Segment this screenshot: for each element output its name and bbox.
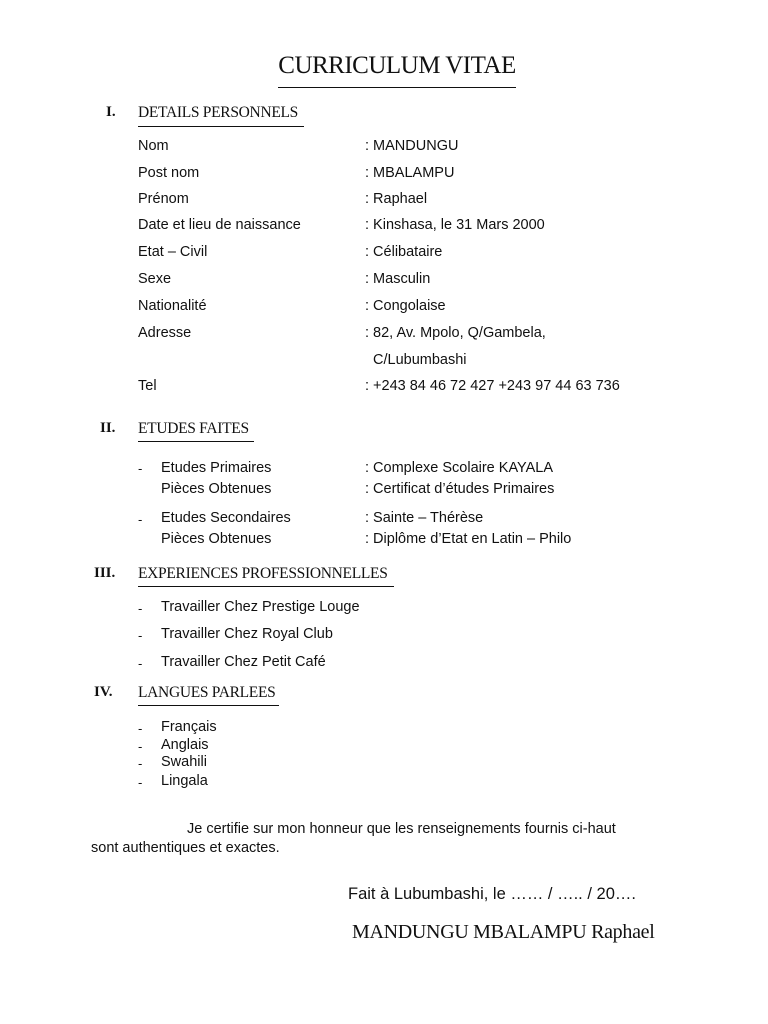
list-dash: -: [138, 775, 143, 790]
etudes-secondaires-value: : Sainte – Thérèse: [365, 510, 484, 526]
field-value-nationalite: : Congolaise: [365, 298, 446, 314]
section-2-underline: [138, 441, 254, 442]
etudes-primaires-label: Etudes Primaires: [161, 460, 272, 476]
field-label-sexe: Sexe: [138, 271, 172, 287]
section-4-title: LANGUES PARLEES: [138, 684, 276, 701]
field-label-prenom: Prénom: [138, 191, 189, 207]
list-dash: -: [138, 656, 143, 671]
section-1-underline: [138, 126, 304, 127]
section-4-underline: [138, 705, 279, 706]
section-4-number: IV.: [94, 684, 113, 700]
pieces-primaires-label: Pièces Obtenues: [161, 481, 272, 497]
list-dash: -: [138, 739, 143, 754]
list-dash: -: [138, 601, 143, 616]
field-label-adresse: Adresse: [138, 325, 192, 341]
experience-item: Travailler Chez Royal Club: [161, 626, 333, 642]
certification-line-2: sont authentiques et exactes.: [91, 840, 280, 856]
etudes-primaires-value: : Complexe Scolaire KAYALA: [365, 460, 554, 476]
field-label-tel: Tel: [138, 378, 157, 394]
language-item: Anglais: [161, 737, 209, 753]
field-label-nom: Nom: [138, 138, 169, 154]
field-value-tel: : +243 84 46 72 427 +243 97 44 63 736: [365, 378, 620, 394]
list-dash: -: [138, 721, 143, 736]
field-label-naissance: Date et lieu de naissance: [138, 217, 301, 233]
pieces-secondaires-value: : Diplôme d’Etat en Latin – Philo: [365, 531, 572, 547]
field-label-etat-civil: Etat – Civil: [138, 244, 208, 260]
field-value-post-nom: : MBALAMPU: [365, 165, 455, 181]
field-value-naissance: : Kinshasa, le 31 Mars 2000: [365, 217, 545, 233]
experience-item: Travailler Chez Petit Café: [161, 654, 326, 670]
field-value-prenom: : Raphael: [365, 191, 428, 207]
section-3-underline: [138, 586, 394, 587]
list-dash: -: [138, 461, 143, 476]
title-underline: [278, 87, 516, 88]
section-3-title: EXPERIENCES PROFESSIONNELLES: [138, 565, 388, 582]
pieces-secondaires-label: Pièces Obtenues: [161, 531, 272, 547]
list-dash: -: [138, 628, 143, 643]
experience-item: Travailler Chez Prestige Louge: [161, 599, 360, 615]
language-item: Français: [161, 719, 217, 735]
section-2-number: II.: [100, 420, 116, 436]
field-label-nationalite: Nationalité: [138, 298, 207, 314]
field-value-adresse: : 82, Av. Mpolo, Q/Gambela,: [365, 325, 546, 341]
pieces-primaires-value: : Certificat d’études Primaires: [365, 481, 555, 497]
field-value-etat-civil: : Célibataire: [365, 244, 443, 260]
section-1-title: DETAILS PERSONNELS: [138, 104, 298, 121]
page-title: CURRICULUM VITAE: [278, 52, 516, 79]
list-dash: -: [138, 756, 143, 771]
field-value-adresse-cont: C/Lubumbashi: [373, 352, 467, 368]
section-3-number: III.: [94, 565, 116, 581]
language-item: Lingala: [161, 773, 208, 789]
section-1-number: I.: [106, 104, 116, 120]
field-value-nom: : MANDUNGU: [365, 138, 459, 154]
place-date: Fait à Lubumbashi, le …… / ….. / 20….: [348, 885, 636, 903]
certification-line-1: Je certifie sur mon honneur que les renseignements fournis ci-haut: [187, 821, 616, 837]
language-item: Swahili: [161, 754, 207, 770]
section-2-title: ETUDES FAITES: [138, 420, 249, 437]
field-value-sexe: : Masculin: [365, 271, 431, 287]
list-dash: -: [138, 512, 143, 527]
signature-name: MANDUNGU MBALAMPU Raphael: [352, 921, 655, 943]
field-label-post-nom: Post nom: [138, 165, 200, 181]
etudes-secondaires-label: Etudes Secondaires: [161, 510, 291, 526]
